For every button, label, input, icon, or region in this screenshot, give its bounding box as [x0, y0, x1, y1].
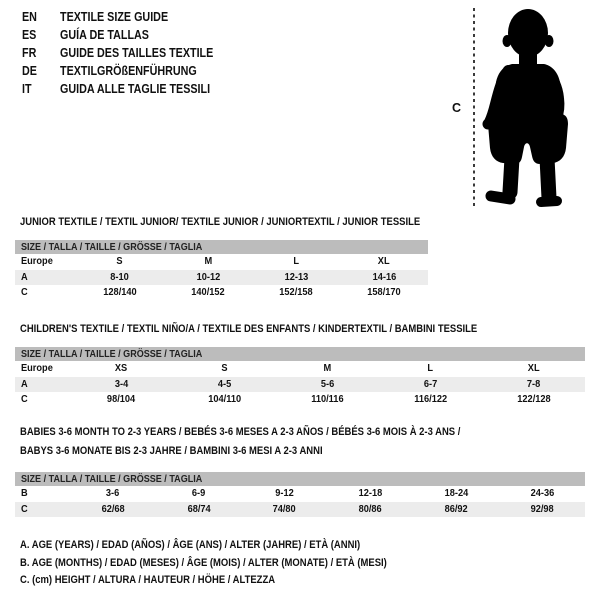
language-row: [22, 8, 238, 26]
footnote-age-months: [20, 555, 447, 573]
language-code: IT: [22, 82, 32, 96]
table-row: [15, 254, 428, 270]
size-cell: 98/104: [107, 393, 136, 405]
language-row: [22, 80, 238, 98]
size-cell: 158/170: [367, 286, 401, 298]
size-cell: S: [116, 255, 124, 267]
table-row: [15, 285, 428, 301]
size-cell: 140/152: [191, 286, 225, 298]
size-header-bar: [15, 472, 585, 486]
table-row: [15, 270, 428, 286]
table-row: [15, 486, 585, 502]
footnote-age-years: [20, 537, 447, 555]
table-row: [15, 392, 585, 408]
size-cell: M: [323, 362, 332, 374]
language-label: GUIDA ALLE TAGLIE TESSILI: [60, 82, 211, 96]
size-header-bar: [15, 347, 585, 361]
size-cell: 7-8: [526, 377, 541, 390]
section-title-junior: [20, 213, 485, 232]
table-row: [15, 502, 585, 518]
size-cell: 24-36: [530, 487, 554, 499]
language-label: TEXTILGRÖßENFÜHRUNG: [60, 64, 197, 78]
section-title-text: BABIES 3-6 MONTH TO 2-3 YEARS / BEBÉS 3-6 MESES A 2-3 AÑOS / BÉBÉS 3-6 MOIS À 2-3 ANS /: [20, 426, 461, 438]
size-cell: 8-10: [110, 270, 130, 283]
language-code: EN: [22, 10, 37, 24]
language-row: [22, 62, 238, 80]
size-cell: 152/158: [279, 286, 313, 298]
section-title-text-line2: BABYS 3-6 MONATE BIS 2-3 JAHRE / BAMBINI 3-6 MESI A 2-3 ANNI: [20, 445, 323, 457]
size-header-text: SIZE / TALLA / TAILLE / GRÖSSE / TAGLIA: [21, 473, 203, 485]
section-title-babies: [20, 423, 532, 461]
size-cell: L: [427, 362, 434, 374]
junior-size-table: [15, 240, 428, 301]
size-cell: 104/110: [208, 393, 241, 405]
size-cell: 12-18: [358, 487, 383, 499]
size-cell: S: [221, 362, 228, 374]
size-cell: 80/86: [358, 502, 382, 515]
height-figure: [440, 0, 600, 215]
table-row: [15, 377, 585, 393]
size-cell: 6-9: [192, 487, 206, 499]
size-cell: 74/80: [272, 502, 297, 515]
size-cell: L: [293, 255, 299, 267]
language-code: FR: [22, 46, 37, 60]
size-cell: M: [204, 255, 212, 267]
language-code: ES: [22, 28, 37, 42]
footnote-height: [20, 572, 447, 590]
height-marker-label: C: [452, 101, 462, 115]
size-cell: 92/98: [530, 502, 554, 515]
size-cell: 10-12: [196, 270, 220, 283]
row-label: C: [21, 393, 28, 405]
section-title-text: CHILDREN'S TEXTILE / TEXTIL NIÑO/A / TEXTILE DES ENFANTS / KINDERTEXTIL / BAMBINI TESSILE: [20, 323, 478, 335]
row-label: Europe: [21, 255, 53, 267]
size-cell: 12-13: [284, 270, 308, 283]
row-label: B: [21, 487, 28, 499]
table-row: [15, 361, 585, 377]
size-cell: 68/74: [187, 502, 211, 515]
size-cell: 6-7: [423, 377, 438, 390]
size-cell: 5-6: [320, 377, 335, 390]
language-row: [22, 26, 238, 44]
row-label: Europe: [21, 362, 53, 374]
children-size-table: [15, 347, 585, 408]
babies-size-table: [15, 472, 585, 517]
language-label: GUIDE DES TAILLES TEXTILE: [60, 46, 214, 60]
size-cell: 3-4: [114, 377, 129, 390]
row-label: C: [21, 502, 28, 515]
row-label: C: [21, 286, 28, 298]
size-cell: 4-5: [217, 377, 232, 390]
baby-silhouette-icon: [482, 8, 574, 210]
size-cell: 62/68: [101, 502, 125, 515]
size-cell: 86/92: [444, 502, 468, 515]
language-title-block: [22, 8, 238, 98]
section-title-children: [20, 320, 552, 339]
footnote-text: A. AGE (YEARS) / EDAD (AÑOS) / ÂGE (ANS) / ALTER (JAHRE) / ETÀ (ANNI): [20, 539, 361, 551]
size-cell: 110/116: [311, 393, 344, 405]
height-dashed-line: [473, 8, 475, 209]
size-header-bar: [15, 240, 428, 254]
size-cell: 18-24: [444, 487, 469, 499]
size-cell: 128/140: [103, 286, 137, 298]
size-cell: 3-6: [106, 487, 120, 499]
section-title-text: JUNIOR TEXTILE / TEXTIL JUNIOR/ TEXTILE JUNIOR / JUNIORTEXTIL / JUNIOR TESSILE: [20, 216, 421, 228]
footnotes: [20, 537, 447, 590]
language-label: GUÍA DE TALLAS: [60, 28, 149, 42]
size-cell: XL: [378, 255, 390, 267]
size-cell: 9-12: [275, 487, 294, 499]
footnote-text: B. AGE (MONTHS) / EDAD (MESES) / ÂGE (MOIS) / ALTER (MONATE) / ETÀ (MESI): [20, 556, 387, 569]
language-row: [22, 44, 238, 62]
size-header-text: SIZE / TALLA / TAILLE / GRÖSSE / TAGLIA: [21, 348, 203, 360]
size-cell: XL: [527, 362, 540, 374]
row-label: A: [21, 270, 28, 283]
size-header-text: SIZE / TALLA / TAILLE / GRÖSSE / TAGLIA: [21, 241, 203, 253]
language-label: TEXTILE SIZE GUIDE: [60, 10, 169, 24]
row-label: A: [21, 377, 28, 390]
footnote-text: C. (cm) HEIGHT / ALTURA / HAUTEUR / HÖHE / ALTEZZA: [20, 574, 276, 586]
size-cell: XS: [115, 362, 128, 374]
language-code: DE: [22, 64, 37, 78]
size-cell: 116/122: [414, 393, 447, 405]
size-cell: 14-16: [372, 270, 396, 283]
size-cell: 122/128: [516, 393, 551, 405]
